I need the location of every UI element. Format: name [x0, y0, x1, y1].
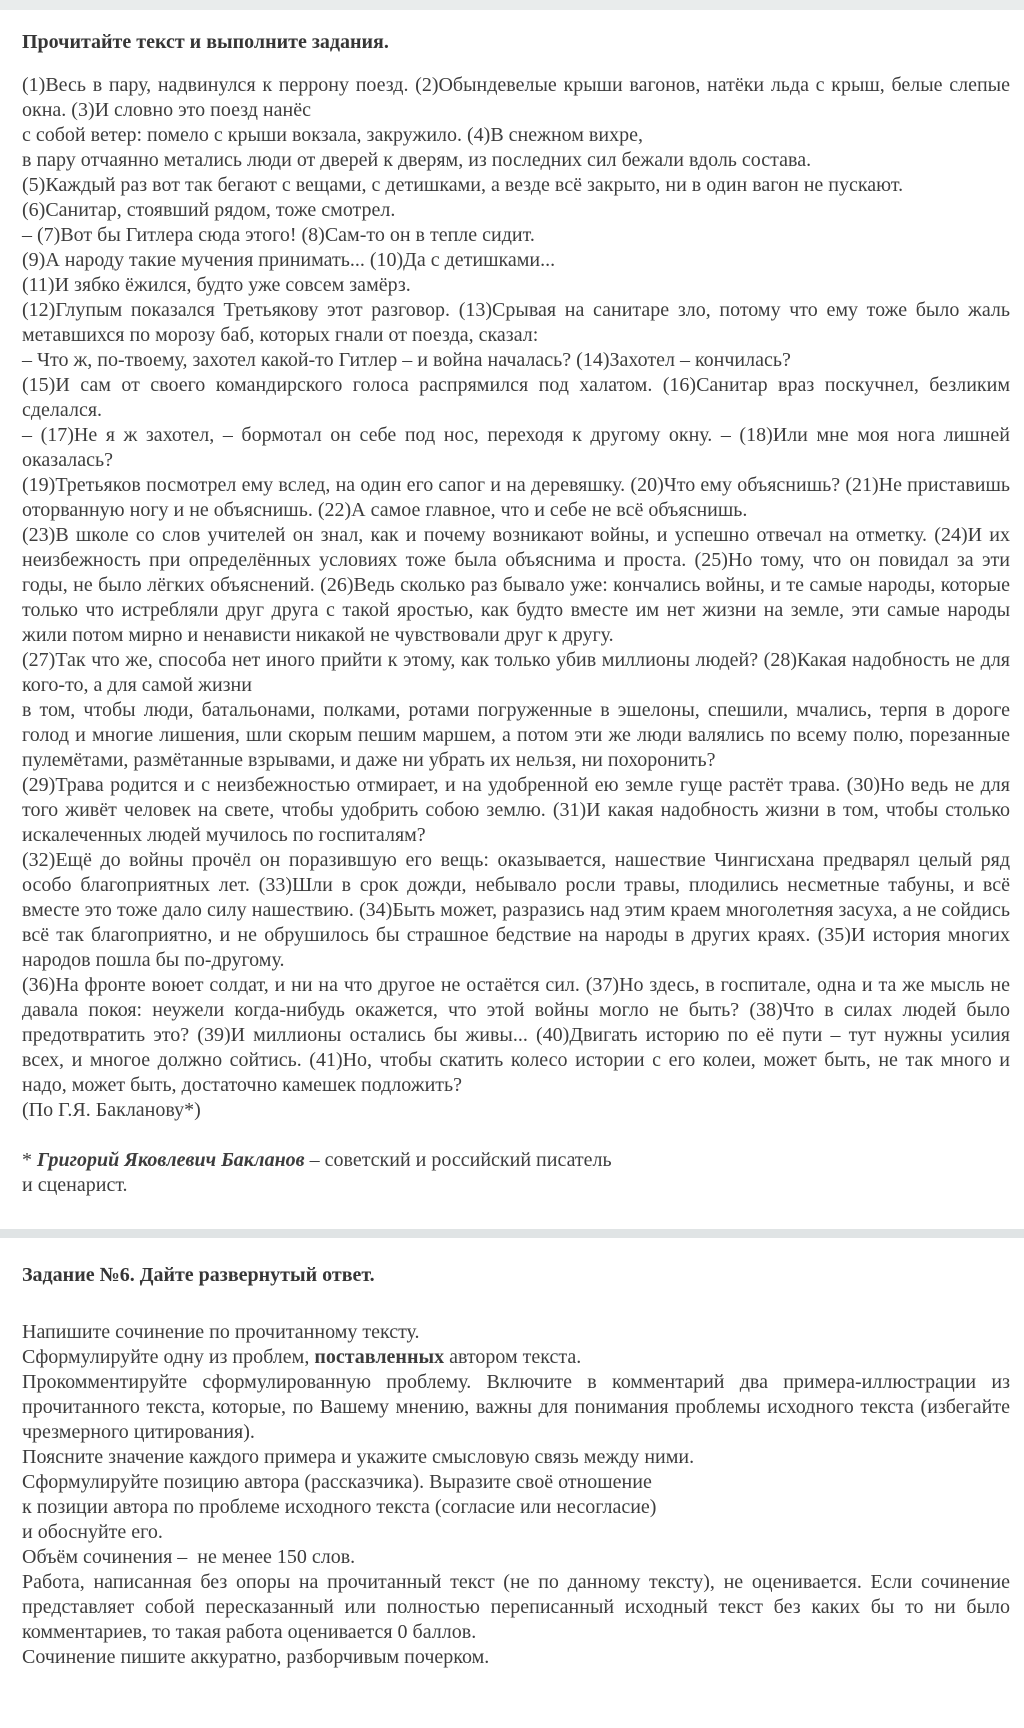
text-paragraph: в том, чтобы люди, батальонами, полками, ротами погруженные в эшелоны, спешили, мчались, терпя в дороге голод и многие лишения, шли скорым пешим маршем, а потом эти же люди валялись по всему полю, порезанные пулемётами, размётанные взрывами, и даже ни убрать их нельзя, ни похоронить?: [22, 699, 1010, 771]
reading-text-section: [0, 10, 1024, 1198]
task-paragraph-rules: Работа, написанная без опоры на прочитанный текст (не по данному тексту), не оценивается. Если сочинение представляет собой пересказанный или полностью переписанный исходный текст без каких бы то ни было комментариев, то такая работа оценивается 0 баллов.: [22, 1571, 1010, 1643]
text-paragraph: (23)В школе со слов учителей он знал, как и почему возникают войны, и успешно отвечал на отметку. (24)И их неизбежность при определённых условиях тоже была объяснима и проста. (25)Но тому, что он повидал за эти годы, не было лёгких объяснений. (26)Ведь сколько раз бывало уже: кончались войны, и те самые народы, которые только что истребляли друг друга с такой яростью, как будто вместе им нет жизни на земле, эти самые народы жили потом мирно и ненависти никакой не чувствовали друг к другу.: [22, 524, 1010, 646]
text-paragraph: (36)На фронте воюет солдат, и ни на что другое не остаётся сил. (37)Но здесь, в госпитале, одна и та же мысль не давала покоя: неужели когда-нибудь окажется, что этой войны могло не быть? (38)Что в силах людей было предотвратить это? (39)И миллионы остались бы живы... (40)Двигать историю по её пути – тут нужны усилия всех, и многое должно сойтись. (41)Но, чтобы скатить колесо истории с его колеи, может быть, не так много и надо, может быть, достаточно камешек подложить?: [22, 974, 1010, 1096]
task-formulate-bold: поставленных: [314, 1346, 445, 1368]
task-paragraph-comment: Прокомментируйте сформулированную проблему. Включите в комментарий два примера-иллюстрации из прочитанного текста, которые, по Вашему мнению, важны для понимания проблемы исходного текста (избегайте чрезмерного цитирования).: [22, 1371, 1010, 1443]
author-footnote-line1: [22, 1148, 1010, 1173]
text-paragraph: (6)Санитар, стоявший рядом, тоже смотрел.: [22, 199, 396, 221]
task-line-explain: Поясните значение каждого примера и укажите смысловую связь между ними.: [22, 1446, 695, 1468]
text-paragraph: (32)Ещё до войны прочёл он поразившую его вещь: оказывается, нашествие Чингисхана предварял целый ряд особо благоприятных лет. (33)Шли в срок дожди, небывало росли травы, плодились несметные табуны, и всё вместе это тоже дало силу нашествию. (34)Быть может, разразись над этим краем многолетняя засуха, а не сойдись всё так благоприятно, и не обрушилось бы страшное бедствие на народы в других краях. (35)И история многих народов пошла бы по-другому.: [22, 849, 1010, 971]
author-description: – советский и российский писатель: [304, 1149, 612, 1171]
text-paragraph: – (17)Не я ж захотел, – бормотал он себе под нос, переходя к другому окну. – (18)Или мне моя нога лишней оказалась?: [22, 424, 1010, 471]
text-paragraph: (1)Весь в пару, надвинулся к перрону поезд. (2)Обындевелые крыши вагонов, натёки льда с крыш, белые слепые окна. (3)И словно это поезд нанёс: [22, 74, 1010, 121]
author-name: Григорий Яковлевич Бакланов: [37, 1149, 305, 1171]
page-top-divider: [0, 0, 1024, 10]
footnote-marker: *: [22, 1149, 37, 1171]
text-attribution: (По Г.Я. Бакланову*): [22, 1099, 201, 1121]
text-paragraph: (27)Так что же, способа нет иного прийти к этому, как только убив миллионы людей? (28)Какая надобность не для кого-то, а для самой жизни: [22, 649, 1010, 696]
text-paragraph: с собой ветер: помело с крыши вокзала, закружило. (4)В снежном вихре,: [22, 124, 643, 146]
task-line-volume: Объём сочинения – не менее 150 слов.: [22, 1546, 356, 1568]
task-heading: Задание №6. Дайте развернутый ответ.: [22, 1264, 375, 1286]
task-line-position2: к позиции автора по проблеме исходного текста (согласие или несогласие): [22, 1496, 657, 1518]
text-paragraph: – Что ж, по-твоему, захотел какой-то Гитлер – и война началась? (14)Захотел – кончилась?: [22, 349, 791, 371]
task-line-write: Напишите сочинение по прочитанному тексту.: [22, 1321, 420, 1343]
author-footnote: [22, 1148, 1010, 1198]
text-paragraph: (12)Глупым показался Третьякову этот разговор. (13)Срывая на санитаре зло, потому что ему тоже было жаль метавшихся по морозу баб, которых гнали от поезда, сказал:: [22, 299, 1010, 346]
task-formulate-post: автором текста.: [444, 1346, 582, 1368]
task-line-position1: Сформулируйте позицию автора (рассказчика). Выразите своё отношение: [22, 1471, 652, 1493]
task-line-formulate: [22, 1345, 1010, 1370]
task-line-position3: и обоснуйте его.: [22, 1521, 163, 1543]
text-paragraph: (15)И сам от своего командирского голоса распрямился под халатом. (16)Санитар враз поскучнел, безликим сделался.: [22, 374, 1010, 421]
author-footnote-line2: и сценарист.: [22, 1174, 128, 1196]
task-section: [0, 1238, 1024, 1728]
task-line-handwriting: Сочинение пишите аккуратно, разборчивым почерком.: [22, 1646, 490, 1668]
text-paragraph: (19)Третьяков посмотрел ему вслед, на один его сапог и на деревяшку. (20)Что ему объяснишь? (21)Не приставишь оторванную ногу и не объяснишь. (22)А самое главное, что и себе не всё объяснишь.: [22, 474, 1010, 521]
instruction-heading: Прочитайте текст и выполните задания.: [22, 31, 389, 53]
text-paragraph: (11)И зябко ёжился, будто уже совсем замёрз.: [22, 274, 411, 296]
text-paragraph: – (7)Вот бы Гитлера сюда этого! (8)Сам-то он в тепле сидит.: [22, 224, 535, 246]
text-paragraph: (9)А народу такие мучения принимать... (10)Да с детишками...: [22, 249, 556, 271]
text-paragraph: (5)Каждый раз вот так бегают с вещами, с детишками, а везде всё закрыто, ни в один вагон не пускают.: [22, 174, 904, 196]
text-paragraph: (29)Трава родится и с неизбежностью отмирает, и на удобренной ею земле гуще растёт трава. (30)Но ведь не для того живёт человек на свете, чтобы удобрить собою землю. (31)И какая надобность жизни в том, чтобы столько искалеченных людей мучилось по госпиталям?: [22, 774, 1010, 846]
task-formulate-pre: Сформулируйте одну из проблем,: [22, 1346, 315, 1368]
text-paragraph: в пару отчаянно метались люди от дверей к дверям, из последних сил бежали вдоль состава.: [22, 149, 812, 171]
section-divider: [0, 1229, 1024, 1238]
